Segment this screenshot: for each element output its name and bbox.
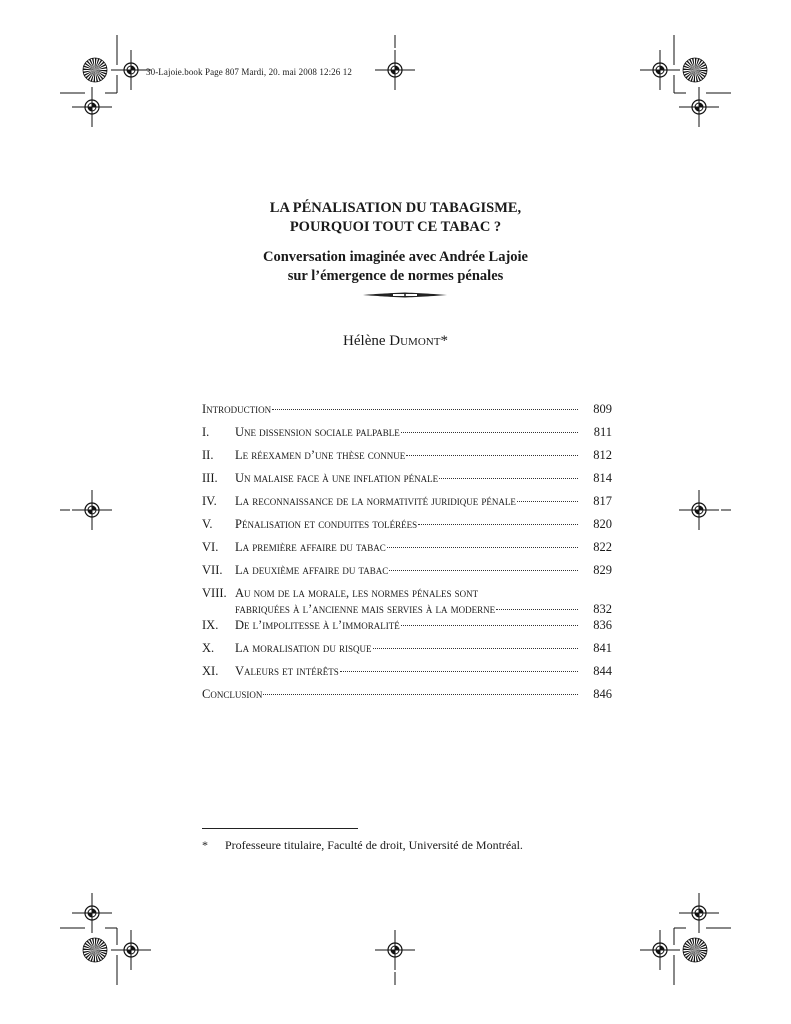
toc-leader	[496, 608, 578, 610]
toc-leader	[263, 693, 578, 695]
toc-page: 809	[593, 402, 612, 416]
registration-mark	[72, 893, 112, 933]
starburst-mark	[683, 938, 707, 962]
toc-num: VI.	[202, 540, 219, 554]
toc-row	[202, 540, 612, 563]
toc-title-line-2: fabriquées à l’ancienne mais servies à la moderne	[235, 602, 496, 616]
toc-leader	[389, 569, 578, 571]
toc-row	[202, 494, 612, 517]
toc-title: De l’impolitesse à l’immoralité	[235, 618, 400, 632]
author	[0, 333, 791, 350]
registration-mark	[679, 490, 719, 530]
toc-num: IX.	[202, 618, 219, 632]
title-line-2: POURQUOI TOUT CE TABAC ?	[289, 219, 502, 235]
toc-page: 844	[593, 664, 612, 678]
toc-num: X.	[202, 641, 215, 655]
toc-num: VIII.	[202, 586, 227, 600]
footnote-rule	[202, 828, 358, 829]
starburst-mark	[683, 58, 707, 82]
toc-leader	[373, 647, 578, 649]
ornament-divider	[363, 290, 447, 300]
toc-row	[202, 563, 612, 586]
toc-page: 822	[593, 540, 612, 554]
toc-page: 832	[593, 602, 612, 616]
toc-title-multiline	[235, 586, 612, 617]
table-of-contents	[202, 402, 612, 710]
toc-row	[202, 448, 612, 471]
subtitle-line-2: sur l’émergence de normes pénales	[287, 268, 504, 284]
toc-row	[202, 586, 612, 618]
toc-num: IV.	[202, 494, 217, 508]
toc-leader	[401, 624, 578, 626]
toc-page: 841	[593, 641, 612, 655]
starburst-mark	[83, 58, 107, 82]
toc-page: 836	[593, 618, 612, 632]
toc-leader	[517, 500, 578, 502]
toc-page: 817	[593, 494, 612, 508]
toc-title-line-1: Au nom de la morale, les normes pénales sont	[235, 586, 479, 600]
toc-leader	[340, 670, 578, 672]
registration-mark	[375, 50, 415, 90]
toc-title: Pénalisation et conduites tolérées	[235, 517, 418, 531]
toc-num: V.	[202, 517, 213, 531]
toc-num: XI.	[202, 664, 219, 678]
registration-mark	[679, 893, 719, 933]
toc-num: VII.	[202, 563, 223, 577]
print-header: 30-Lajoie.book Page 807 Mardi, 20. mai 2008 12:26 12	[146, 67, 352, 77]
toc-title: La deuxième affaire du tabac	[235, 563, 389, 577]
toc-row-introduction	[202, 402, 612, 425]
toc-title: Introduction	[202, 402, 272, 416]
toc-num: II.	[202, 448, 214, 462]
toc-page: 820	[593, 517, 612, 531]
footnote-text: Professeure titulaire, Faculté de droit, Université de Montréal.	[225, 838, 523, 852]
author-first-name: Hélène	[343, 333, 386, 349]
toc-leader	[401, 431, 578, 433]
toc-row	[202, 641, 612, 664]
toc-leader	[387, 546, 578, 548]
toc-leader	[272, 408, 578, 410]
toc-row	[202, 425, 612, 448]
toc-num: III.	[202, 471, 218, 485]
toc-page: 814	[593, 471, 612, 485]
toc-leader	[406, 454, 578, 456]
toc-leader	[439, 477, 578, 479]
toc-title: Un malaise face à une inflation pénale	[235, 471, 439, 485]
toc-title: La reconnaissance de la normativité juridique pénale	[235, 494, 516, 508]
toc-title: La première affaire du tabac	[235, 540, 386, 554]
registration-mark	[72, 490, 112, 530]
subtitle-line-1: Conversation imaginée avec Andrée Lajoie	[263, 249, 528, 265]
toc-page: 811	[593, 425, 612, 439]
footnote-marker: *	[202, 838, 208, 852]
toc-row	[202, 664, 612, 687]
registration-mark	[375, 930, 415, 970]
toc-page: 846	[593, 687, 612, 701]
toc-page: 829	[593, 563, 612, 577]
author-last-name: Dumont	[389, 333, 441, 349]
toc-row	[202, 471, 612, 494]
toc-row-conclusion	[202, 687, 612, 710]
starburst-mark	[83, 938, 107, 962]
toc-title: La moralisation du risque	[235, 641, 372, 655]
toc-title: Le réexamen d’une thèse connue	[235, 448, 406, 462]
toc-leader	[418, 523, 578, 525]
footnote	[202, 838, 523, 853]
title-line-1: LA PÉNALISATION DU TABAGISME,	[269, 200, 522, 216]
toc-row	[202, 517, 612, 540]
author-footnote-marker: *	[440, 333, 448, 349]
toc-row	[202, 618, 612, 641]
toc-title: Conclusion	[202, 687, 263, 701]
toc-page: 812	[593, 448, 612, 462]
toc-title: Une dissension sociale palpable	[235, 425, 400, 439]
toc-num: I.	[202, 425, 210, 439]
toc-title: Valeurs et intérêts	[235, 664, 339, 678]
